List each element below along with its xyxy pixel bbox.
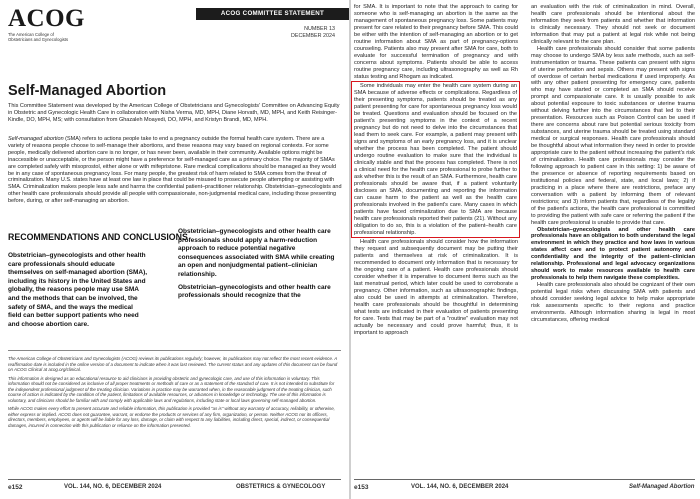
left-page — [0, 0, 349, 499]
footer-journal-right: Self-Managed Abortion — [629, 484, 695, 490]
statement-date: DECEMBER 2024 — [290, 33, 335, 39]
acog-logo — [8, 6, 88, 42]
logo-subtitle-line1: The American College of — [8, 32, 54, 37]
col-a-highlight-text: Some individuals may enter the health care system during an SMA because of adverse effects or complications. Regardless of their presenting symptoms, patients should be treated as any patient presenting for care for spontaneous pregnancy loss would be treated. Questions and evaluation should be focused on the patient's presenting symptoms in the context of a recent pregnancy but do not need to delve into the circumstances that lead them to seek care. For example, a patient may present with signs and symptoms of an early pregnancy loss, and it is unclear whether the process has been completed. The patient should undergo routine evaluation to make sure that the individual is clinically stable and that the process has completed. There is not a clinical need for the health care professional to probe further to ask whether this is the result of an SMA. Furthermore, health care professionals should be aware that, if a patient voluntarily discloses an SMA, documenting and reporting the information can cause harm to the patient as well as the health care professionals involved in the patient's care. Many cases in which patients have faced criminalization due to SMA are because health care professionals reported their patients (21). Without any obligation to do so, this is a violation of the patient–health care professional relationship. — [354, 83, 517, 236]
highlighted-passage — [351, 81, 520, 238]
footer-page-number: e152 — [8, 484, 23, 491]
intro-body: (SMA) refers to actions people take to end a pregnancy outside the formal health care system. There are a variety of reasons people choose to self-manage their abortions, and these reasons may vary based on regional contexts. For some people, medically delivered abortion care is no longer, or has never been, available in their community. Available options might be inaccessible or unacceptable, or the person might have a preference for self-managed care as a primary choice. The majority of SMAs are completed safely with misoprostol, either alone or with mifepristone. Rare medical complications should be managed as they would be in any case of spontaneous pregnancy loss. For many people, the greatest risk of harm related to SMA comes from the threat of criminalization. Many U.S. states have at least one law in place that could be misused to prosecute people attempting or assisting with SMA. Criminalization makes people less safe and harms the confidential patient–practitioner relationship. Obstetrician–gynecologists and other health care professionals should provide all people with compassionate, non-judgmental medical care, including those presenting before, during, or after self-managing an abortion. — [8, 136, 342, 205]
disclaimer-review: The American College of Obstetricians and Gynecologists (ACOG) reviews its publications regularly; however, its publications may not reflect the most recent evidence. A reaffirmation date is included in the online version of a document to indicate when it was last reviewed. The current status and any updates of this document can be found on ACOG Clinical at acog.org/clinical. — [8, 356, 338, 372]
col-a-paragraph-3: Health care professionals should consider how the information they request and subsequently document may be putting their patients and themselves at risk of criminalization. It is recommended to document only information that is necessary for the ongoing care of a patient. Health care professionals should consider whether it is imperative to document items such as the last menstrual period, which later could be used to corroborate a pregnancy. Other information, such as ultrasonographic findings, also could be used in attempts at criminalization. Therefore, health care professionals should be thoughtful in determining what tests are indicated in their evaluation of patients presenting for care. Tests that may be part of a "routine" evaluation may not actually be necessary and could prove harmful; thus, it is important to approach — [354, 239, 518, 336]
intro-paragraph — [8, 136, 342, 205]
footer-page-number-right: e153 — [354, 484, 369, 491]
committee-statement-banner: ACOG COMMITTEE STATEMENT — [196, 8, 349, 20]
col-a-paragraph-1: for SMA. It is important to note that the approach to caring for someone who is self-managing an abortion is the same as the management of spontaneous pregnancy loss. Some patients may present for care related to their pregnancy before SMA. This could be either with the intention of self-managing an abortion or to get routine information about SMA as part of pregnancy-options counseling. Patients also may present after SMA for care, both to evaluate for successful termination of pregnancy and with concerns about symptoms. Patients should be able to access routine pregnancy care, including ultrasonography as well as Rh status testing and Rhogam as indicated. — [354, 4, 518, 80]
statement-number-block — [291, 26, 335, 40]
footer-journal: OBSTETRICS & GYNECOLOGY — [236, 484, 326, 490]
authors-paragraph: This Committee Statement was developed by the American College of Obstetricians and Gynecologists' Committee on Advancing Equity in Obstetric and Gynecologic Health Care in collaboration with Nisha Verma, MD, MPH, Diane Horvath, MD, MPH, and Keith Reisinger-Kindle, DO, MPH, MS; with consultation from Ghazaleh Moayedi, DO, MPH, and Kristyn Brandi, MD, MPH. — [8, 103, 340, 123]
logo-wordmark: ACOG — [8, 5, 85, 32]
statement-number: NUMBER 13 — [304, 26, 335, 32]
recommendations-heading: RECOMMENDATIONS AND CONCLUSIONS — [8, 232, 188, 242]
page-title: Self-Managed Abortion — [8, 83, 167, 99]
intro-term: Self-managed abortion — [8, 136, 64, 142]
col-b-paragraph-1: an evaluation with the risk of criminalization in mind. Overall, health care professionals should be intentional about the information they seek from patients and whether that information is clinically necessary. They should not seek or document information that may put a patient at legal risk while not being clinically relevant to the care plan. — [531, 4, 695, 45]
footer-volume: VOL. 144, NO. 6, DECEMBER 2024 — [64, 484, 162, 490]
footer-volume-right: VOL. 144, NO. 6, DECEMBER 2024 — [411, 484, 509, 490]
section-divider — [8, 350, 341, 351]
footer-rule-right — [354, 479, 695, 480]
recommendation-1: Obstetrician–gynecologists and other health care professionals should educate themselves on self-managed abortion (SMA), including its history in the United States and globally, the reasons people may use SMA and the methods that can be involved, the safety of SMA, and the ways the medical field can better support patients who need and choose abortion care. — [8, 252, 148, 328]
recommendation-2: Obstetrician–gynecologists and other health care professionals should apply a harm-reduction approach to reduce potential negative consequences associated with SMA while creating an open and nonjudgmental patient–clinician relationship. — [178, 228, 335, 278]
col-b-paragraph-2: Health care professionals should consider that some patients may choose to undergo SMA by less safe methods, such as self-instrumentation or trauma. These patients can present with signs of uterine perforation and sepsis. Others may present with signs of overdose of certain herbal medications if used improperly. As with any other patient presenting for emergency care, patients who may have started or completed an SMA should receive prompt and compassionate care. It is usually possible to ask about potential exposure to toxic substances or uterine trauma without delving further into the circumstances that led to their presentation. Resources such as Poison Control can be used if there are concerns about rare but potential serious toxicity from substances, and uterine trauma should be treated using standard medical or surgical responses. Health care professionals should be thoughtful about what information they need in order to provide appropriate care to the patient without increasing the patient's risk of criminalization. Health care professionals may consider the following approach to patient care in this setting: 1) be aware of the presence or absence of reporting requirements based on institutional policies and federal, state, and local laws; 2) if practicing in a place where there are restrictions, preface any conversation with a patient by informing them of relevant restrictions; and 3) inform patients that, regardless of the legality of the patient's actions, the health care professional is committed to providing the patient with safe care or referring the patient if the health care professional is unable to provide that care. — [531, 45, 695, 226]
right-page — [351, 0, 700, 499]
recommendation-3: Obstetrician–gynecologists and other health care professionals should recognize that the — [178, 283, 331, 300]
recommendations-column-2 — [178, 228, 338, 305]
disclaimer-block — [8, 356, 341, 431]
logo-subtitle — [8, 32, 88, 42]
col-b-paragraph-3: Health care professionals also should be cognizant of their own potential legal risks when discussing SMA with patients and should consider seeking legal advice to help make appropriate risk assessments specific to their regions and practice environments. Although information sharing is legal in most circumstances, offering medical — [531, 282, 695, 323]
footer-rule — [8, 479, 341, 480]
col-b-recommendation: Obstetrician–gynecologists and other health care professionals have an obligation to both understand the legal environment in which they practice and how laws in various states affect care and to protect patient autonomy and confidentiality and the integrity of the patient–clinician relationship. Professional and legal advocacy organizations should work to make resources available to health care professionals to help them navigate these complexities. — [531, 226, 695, 282]
logo-subtitle-line2: Obstetricians and Gynecologists — [8, 37, 69, 42]
right-column-b — [531, 4, 695, 324]
disclaimer-warranty: While ACOG makes every effort to present accurate and reliable information, this publication is provided "as is" without any warranty of accuracy, reliability, or otherwise, either express or implied. ACOG does not guarantee, warrant, or endorse the products or services of any firm, organization, or person. Neither ACOG nor its officers, directors, members, employees, or agents will be liable for any loss, damage, or claim with respect to any liabilities, including direct, special, indirect, or consequential damages, incurred in connection with this publication or reliance on the information presented. — [8, 406, 335, 428]
disclaimer-educational: This information is designed as an educational resource to aid clinicians in providing obstetric and gynecologic care, and use of this information is voluntary. This information should not be considered as inclusive of all proper treatments or methods of care or as a statement of the standard of care. It is not intended to substitute for the independent professional judgment of the treating clinician. Variations in practice may be warranted when, in the reasonable judgment of the treating clinician, such course of action is indicated by the condition of the patient, limitations of available resources, or advances in knowledge or technology. The use of this information is voluntary, and clinicians should be familiar with and comply with applicable laws and regulations, including state or local laws governing self-managed abortion. — [8, 375, 335, 403]
right-column-a — [354, 4, 518, 337]
